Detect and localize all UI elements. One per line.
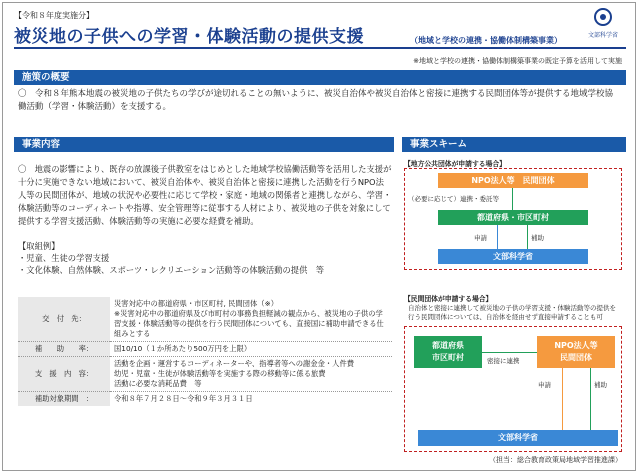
- case2-coop-label: 密接に連携: [487, 357, 520, 365]
- case1-label: 【地方公共団体が申請する場合】: [404, 160, 506, 168]
- case2-subsidy-label: 補助: [594, 381, 607, 389]
- case2-apply-label: 申請: [538, 381, 551, 389]
- scheme-heading: 事業スキーム: [402, 137, 626, 152]
- detail-table: [18, 297, 392, 406]
- contact-note: （担当：総合教育政策局地域学習推進課）: [489, 456, 622, 464]
- ministry-logo: [585, 8, 621, 48]
- case2-npo-line1: NPO法人等: [554, 341, 598, 350]
- case2-local-gov-box: [414, 336, 482, 368]
- detail-row: [18, 297, 392, 342]
- case2-label: 【民間団体が申請する場合】: [404, 295, 493, 303]
- case1-npo-box: NPO法人等 民間団体: [438, 173, 588, 188]
- year-tag: 【令和８年度実施分】: [14, 11, 94, 20]
- case2-local-gov-line1: 都道府県: [432, 341, 464, 350]
- case1-mext-box: 文部科学省: [438, 249, 588, 264]
- detail-row: [18, 392, 392, 407]
- content-heading: 事業内容: [14, 137, 394, 152]
- case1-subsidy-line: [527, 225, 528, 249]
- detail-row: [18, 342, 392, 357]
- detail-value: 活動を企画・運営するコーディネーターや、指導者等への謝金金・人件費 幼児・児童・生徒が体験活動等を実施する際の移動等に係る旅費 活動に必要な消耗品費 等: [110, 357, 392, 392]
- case2-coop-line: [482, 352, 537, 353]
- case2-apply-line: [562, 368, 563, 430]
- examples-title: 【取組例】: [18, 241, 60, 251]
- case1-subsidy-label: 補助: [531, 234, 544, 242]
- ministry-emblem-icon: [594, 8, 612, 26]
- detail-label: 補助対象期間 ：: [18, 392, 110, 407]
- case2-description: 自治体と密接に連携して被災地の子供の学習支援・体験活動等の提供を行う民間団体については、自治体を経由せず直接申請することも可: [408, 304, 616, 321]
- page-title: 被災地の子供への学習・体験活動の提供支援: [14, 27, 364, 47]
- example-item: ・文化体験、自然体験、スポーツ・レクリエーション活動等の体験活動の提供 等: [18, 265, 324, 275]
- case2-local-gov-line2: 市区町村: [432, 353, 464, 362]
- example-item: ・児童、生徒の学習支援: [18, 253, 110, 263]
- detail-value: 災害対応中の都道府県・市区町村, 民間団体（※） ※災害対応中の都道府県及び市町村の事務負担軽減の観点から、被災地の子供の学習支援・体験活動等の提供を行う民間団体についても、直接国に補助申請できる仕組みとする: [114, 299, 384, 338]
- case1-coop-label: （必要に応じて）連携・委託等: [408, 195, 499, 203]
- title-rule: [14, 47, 626, 49]
- detail-label: 補 助 率：: [18, 342, 110, 357]
- ministry-logo-text: 文部科学省: [587, 32, 618, 39]
- case2-npo-box: [537, 336, 615, 368]
- budget-note: ※地域と学校の連携・協働体制構築事業の既定予算を活用して実施: [413, 57, 622, 65]
- case1-apply-line: [497, 225, 498, 249]
- detail-row: [18, 357, 392, 392]
- overview-heading: 施策の概要: [14, 70, 626, 85]
- content-text: 〇 地震の影響により、既存の放課後子供教室をはじめとした地域学校協働活動等を活用した支援が十分に実施できない地域において、被災自治体や、被災自治体と密接に連携した活動を行うNPO法人等の民間団体が、地域の状況や必要性に応じて学校・家庭・地域の関係者と連携しながら、学習・体験活動等のコーディネートや指導、安全管理等に従事する人材により、被災地の子供を対象にして提供する学習支援活動、体験活動等の実施に必要な経費を補助。: [18, 164, 392, 226]
- case2-mext-box: 文部科学省: [418, 430, 618, 446]
- detail-value: 令和８年７月２８日～令和９年３月３１日: [110, 392, 392, 407]
- detail-label: 交 付 先：: [18, 297, 110, 342]
- case1-coop-line: [512, 188, 513, 210]
- detail-value: 国10/10（１か所あたり500万円を上限）: [110, 342, 392, 357]
- overview-text: 〇 令和８年熊本地震の被災地の子供たちの学びが途切れることの無いように、被災自治体や被災自治体と密接に連携する民間団体等が提供する地域学校協働活動（学習・体験活動）を支援する。: [18, 89, 614, 112]
- page-subtitle: （地域と学校の連携・協働体制構築事業）: [410, 36, 562, 45]
- case1-apply-label: 申請: [474, 234, 487, 242]
- case2-npo-line2: 民間団体: [560, 353, 592, 362]
- case2-subsidy-line: [590, 368, 591, 430]
- detail-label: 支 援 内 容：: [18, 357, 110, 392]
- examples-block: [18, 240, 392, 276]
- case1-local-gov-box: 都道府県・市区町村: [438, 210, 588, 225]
